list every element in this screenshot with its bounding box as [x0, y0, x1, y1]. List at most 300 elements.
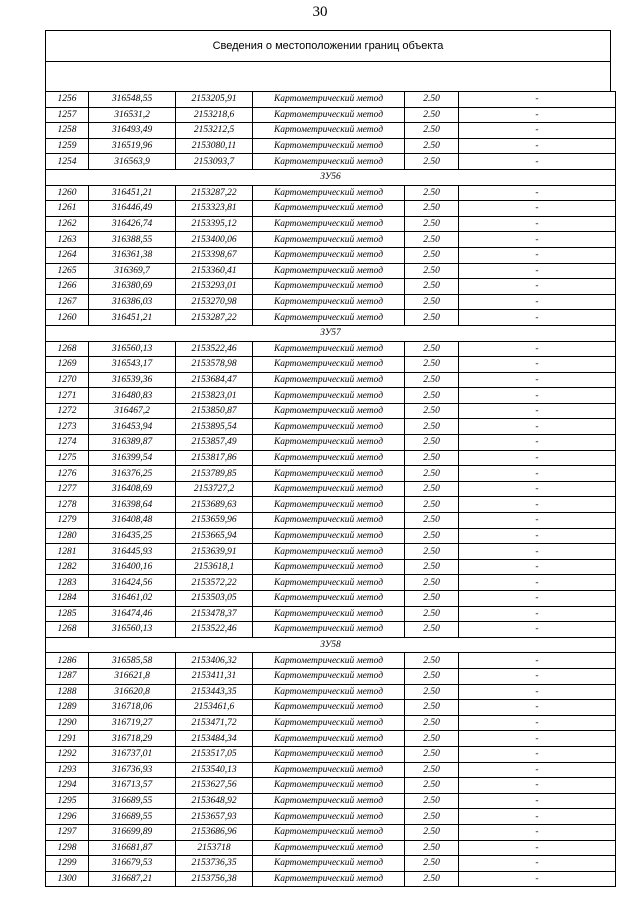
accuracy-cell: 2.50	[405, 497, 459, 513]
table-row	[46, 232, 616, 248]
table-row	[46, 606, 616, 622]
method-cell: Картометрический метод	[253, 746, 405, 762]
accuracy-cell: 2.50	[405, 154, 459, 170]
table-row	[46, 372, 616, 388]
point-number-cell: 1260	[46, 310, 89, 326]
accuracy-cell: 2.50	[405, 435, 459, 451]
description-cell: -	[459, 622, 616, 638]
description-cell: -	[459, 591, 616, 607]
method-cell: Картометрический метод	[253, 793, 405, 809]
x-coordinate-cell: 316531,2	[89, 107, 176, 123]
point-number-cell: 1291	[46, 731, 89, 747]
y-coordinate-cell: 2153823,01	[176, 388, 253, 404]
x-coordinate-cell: 316493,49	[89, 123, 176, 139]
point-number-cell: 1288	[46, 684, 89, 700]
table-row	[46, 528, 616, 544]
description-cell: -	[459, 123, 616, 139]
accuracy-cell: 2.50	[405, 668, 459, 684]
point-number-cell: 1274	[46, 435, 89, 451]
accuracy-cell: 2.50	[405, 653, 459, 669]
accuracy-cell: 2.50	[405, 591, 459, 607]
x-coordinate-cell: 316451,21	[89, 310, 176, 326]
y-coordinate-cell: 2153293,01	[176, 279, 253, 295]
accuracy-cell: 2.50	[405, 107, 459, 123]
table-row	[46, 247, 616, 263]
method-cell: Картометрический метод	[253, 232, 405, 248]
y-coordinate-cell: 2153572,22	[176, 575, 253, 591]
table-row	[46, 310, 616, 326]
x-coordinate-cell: 316424,56	[89, 575, 176, 591]
point-number-cell: 1290	[46, 715, 89, 731]
description-cell: -	[459, 388, 616, 404]
table-row	[46, 544, 616, 560]
x-coordinate-cell: 316560,13	[89, 622, 176, 638]
table-row	[46, 668, 616, 684]
point-number-cell: 1298	[46, 840, 89, 856]
method-cell: Картометрический метод	[253, 528, 405, 544]
point-number-cell: 1266	[46, 279, 89, 295]
x-coordinate-cell: 316736,93	[89, 762, 176, 778]
description-cell: -	[459, 216, 616, 232]
point-number-cell: 1256	[46, 92, 89, 108]
y-coordinate-cell: 2153517,05	[176, 746, 253, 762]
method-cell: Картометрический метод	[253, 559, 405, 575]
x-coordinate-cell: 316718,29	[89, 731, 176, 747]
accuracy-cell: 2.50	[405, 481, 459, 497]
method-cell: Картометрический метод	[253, 840, 405, 856]
x-coordinate-cell: 316445,93	[89, 544, 176, 560]
y-coordinate-cell: 2153895,54	[176, 419, 253, 435]
point-number-cell: 1285	[46, 606, 89, 622]
header-gap	[45, 62, 611, 91]
y-coordinate-cell: 2153684,47	[176, 372, 253, 388]
y-coordinate-cell: 2153218,6	[176, 107, 253, 123]
x-coordinate-cell: 316408,48	[89, 513, 176, 529]
table-row	[46, 419, 616, 435]
table-row	[46, 216, 616, 232]
method-cell: Картометрический метод	[253, 247, 405, 263]
description-cell: -	[459, 668, 616, 684]
description-cell: -	[459, 513, 616, 529]
y-coordinate-cell: 2153287,22	[176, 185, 253, 201]
accuracy-cell: 2.50	[405, 559, 459, 575]
x-coordinate-cell: 316737,01	[89, 746, 176, 762]
accuracy-cell: 2.50	[405, 809, 459, 825]
table-row	[46, 762, 616, 778]
accuracy-cell: 2.50	[405, 185, 459, 201]
method-cell: Картометрический метод	[253, 700, 405, 716]
y-coordinate-cell: 2153212,5	[176, 123, 253, 139]
x-coordinate-cell: 316446,49	[89, 201, 176, 217]
accuracy-cell: 2.50	[405, 232, 459, 248]
accuracy-cell: 2.50	[405, 762, 459, 778]
x-coordinate-cell: 316679,53	[89, 856, 176, 872]
description-cell: -	[459, 107, 616, 123]
y-coordinate-cell: 2153080,11	[176, 138, 253, 154]
point-number-cell: 1289	[46, 700, 89, 716]
accuracy-cell: 2.50	[405, 216, 459, 232]
table-row	[46, 778, 616, 794]
table-row	[46, 497, 616, 513]
accuracy-cell: 2.50	[405, 793, 459, 809]
accuracy-cell: 2.50	[405, 357, 459, 373]
y-coordinate-cell: 2153657,93	[176, 809, 253, 825]
point-number-cell: 1270	[46, 372, 89, 388]
section-title: ЗУ56	[46, 169, 616, 185]
method-cell: Картометрический метод	[253, 435, 405, 451]
accuracy-cell: 2.50	[405, 528, 459, 544]
method-cell: Картометрический метод	[253, 294, 405, 310]
table-row	[46, 154, 616, 170]
point-number-cell: 1271	[46, 388, 89, 404]
description-cell: -	[459, 279, 616, 295]
y-coordinate-cell: 2153727,2	[176, 481, 253, 497]
table-row	[46, 138, 616, 154]
accuracy-cell: 2.50	[405, 622, 459, 638]
table-row	[46, 622, 616, 638]
point-number-cell: 1283	[46, 575, 89, 591]
table-row	[46, 731, 616, 747]
y-coordinate-cell: 2153484,34	[176, 731, 253, 747]
method-cell: Картометрический метод	[253, 513, 405, 529]
y-coordinate-cell: 2153857,49	[176, 435, 253, 451]
table-row	[46, 715, 616, 731]
description-cell: -	[459, 871, 616, 887]
accuracy-cell: 2.50	[405, 92, 459, 108]
x-coordinate-cell: 316467,2	[89, 403, 176, 419]
description-cell: -	[459, 201, 616, 217]
table-row	[46, 684, 616, 700]
x-coordinate-cell: 316388,55	[89, 232, 176, 248]
method-cell: Картометрический метод	[253, 481, 405, 497]
table-row	[46, 263, 616, 279]
x-coordinate-cell: 316687,21	[89, 871, 176, 887]
y-coordinate-cell: 2153478,37	[176, 606, 253, 622]
x-coordinate-cell: 316689,55	[89, 809, 176, 825]
point-number-cell: 1277	[46, 481, 89, 497]
accuracy-cell: 2.50	[405, 840, 459, 856]
method-cell: Картометрический метод	[253, 668, 405, 684]
table-row	[46, 575, 616, 591]
method-cell: Картометрический метод	[253, 201, 405, 217]
accuracy-cell: 2.50	[405, 372, 459, 388]
description-cell: -	[459, 793, 616, 809]
x-coordinate-cell: 316451,21	[89, 185, 176, 201]
y-coordinate-cell: 2153578,98	[176, 357, 253, 373]
method-cell: Картометрический метод	[253, 450, 405, 466]
y-coordinate-cell: 2153522,46	[176, 622, 253, 638]
x-coordinate-cell: 316361,38	[89, 247, 176, 263]
accuracy-cell: 2.50	[405, 123, 459, 139]
description-cell: -	[459, 435, 616, 451]
point-number-cell: 1296	[46, 809, 89, 825]
method-cell: Картометрический метод	[253, 778, 405, 794]
table-row	[46, 279, 616, 295]
method-cell: Картометрический метод	[253, 341, 405, 357]
y-coordinate-cell: 2153627,56	[176, 778, 253, 794]
coordinates-table-body	[46, 92, 616, 887]
x-coordinate-cell: 316380,69	[89, 279, 176, 295]
y-coordinate-cell: 2153850,87	[176, 403, 253, 419]
point-number-cell: 1280	[46, 528, 89, 544]
x-coordinate-cell: 316453,94	[89, 419, 176, 435]
accuracy-cell: 2.50	[405, 606, 459, 622]
accuracy-cell: 2.50	[405, 684, 459, 700]
accuracy-cell: 2.50	[405, 731, 459, 747]
description-cell: -	[459, 497, 616, 513]
y-coordinate-cell: 2153461,6	[176, 700, 253, 716]
method-cell: Картометрический метод	[253, 731, 405, 747]
x-coordinate-cell: 316620,8	[89, 684, 176, 700]
accuracy-cell: 2.50	[405, 201, 459, 217]
coordinates-table	[45, 91, 616, 887]
description-cell: -	[459, 606, 616, 622]
point-number-cell: 1262	[46, 216, 89, 232]
x-coordinate-cell: 316389,87	[89, 435, 176, 451]
x-coordinate-cell: 316560,13	[89, 341, 176, 357]
y-coordinate-cell: 2153686,96	[176, 824, 253, 840]
section-title: ЗУ58	[46, 637, 616, 653]
method-cell: Картометрический метод	[253, 762, 405, 778]
point-number-cell: 1276	[46, 466, 89, 482]
x-coordinate-cell: 316699,89	[89, 824, 176, 840]
description-cell: -	[459, 466, 616, 482]
accuracy-cell: 2.50	[405, 513, 459, 529]
description-cell: -	[459, 294, 616, 310]
point-number-cell: 1267	[46, 294, 89, 310]
method-cell: Картометрический метод	[253, 372, 405, 388]
accuracy-cell: 2.50	[405, 247, 459, 263]
description-cell: -	[459, 559, 616, 575]
description-cell: -	[459, 700, 616, 716]
table-row	[46, 559, 616, 575]
table-row	[46, 357, 616, 373]
point-number-cell: 1287	[46, 668, 89, 684]
table-row	[46, 871, 616, 887]
description-cell: -	[459, 824, 616, 840]
y-coordinate-cell: 2153540,13	[176, 762, 253, 778]
accuracy-cell: 2.50	[405, 824, 459, 840]
table-row	[46, 388, 616, 404]
method-cell: Картометрический метод	[253, 279, 405, 295]
method-cell: Картометрический метод	[253, 544, 405, 560]
table-row	[46, 824, 616, 840]
method-cell: Картометрический метод	[253, 185, 405, 201]
point-number-cell: 1269	[46, 357, 89, 373]
x-coordinate-cell: 316400,16	[89, 559, 176, 575]
description-cell: -	[459, 778, 616, 794]
y-coordinate-cell: 2153817,86	[176, 450, 253, 466]
table-row	[46, 481, 616, 497]
y-coordinate-cell: 2153503,05	[176, 591, 253, 607]
x-coordinate-cell: 316376,25	[89, 466, 176, 482]
description-cell: -	[459, 92, 616, 108]
x-coordinate-cell: 316681,87	[89, 840, 176, 856]
y-coordinate-cell: 2153270,98	[176, 294, 253, 310]
method-cell: Картометрический метод	[253, 357, 405, 373]
y-coordinate-cell: 2153323,81	[176, 201, 253, 217]
accuracy-cell: 2.50	[405, 856, 459, 872]
accuracy-cell: 2.50	[405, 778, 459, 794]
x-coordinate-cell: 316480,83	[89, 388, 176, 404]
x-coordinate-cell: 316519,96	[89, 138, 176, 154]
description-cell: -	[459, 731, 616, 747]
y-coordinate-cell: 2153618,1	[176, 559, 253, 575]
description-cell: -	[459, 310, 616, 326]
point-number-cell: 1279	[46, 513, 89, 529]
point-number-cell: 1260	[46, 185, 89, 201]
table-row	[46, 403, 616, 419]
y-coordinate-cell: 2153665,94	[176, 528, 253, 544]
table-row	[46, 341, 616, 357]
y-coordinate-cell: 2153093,7	[176, 154, 253, 170]
point-number-cell: 1268	[46, 341, 89, 357]
method-cell: Картометрический метод	[253, 871, 405, 887]
method-cell: Картометрический метод	[253, 575, 405, 591]
description-cell: -	[459, 481, 616, 497]
accuracy-cell: 2.50	[405, 544, 459, 560]
point-number-cell: 1259	[46, 138, 89, 154]
x-coordinate-cell: 316621,8	[89, 668, 176, 684]
description-cell: -	[459, 684, 616, 700]
y-coordinate-cell: 2153400,06	[176, 232, 253, 248]
table-row	[46, 591, 616, 607]
x-coordinate-cell: 316369,7	[89, 263, 176, 279]
coordinates-table-frame	[45, 30, 611, 884]
point-number-cell: 1261	[46, 201, 89, 217]
table-row	[46, 700, 616, 716]
y-coordinate-cell: 2153736,35	[176, 856, 253, 872]
table-row	[46, 92, 616, 108]
method-cell: Картометрический метод	[253, 403, 405, 419]
description-cell: -	[459, 263, 616, 279]
accuracy-cell: 2.50	[405, 341, 459, 357]
description-cell: -	[459, 746, 616, 762]
point-number-cell: 1265	[46, 263, 89, 279]
y-coordinate-cell: 2153756,38	[176, 871, 253, 887]
y-coordinate-cell: 2153639,91	[176, 544, 253, 560]
x-coordinate-cell: 316435,25	[89, 528, 176, 544]
description-cell: -	[459, 419, 616, 435]
method-cell: Картометрический метод	[253, 154, 405, 170]
accuracy-cell: 2.50	[405, 700, 459, 716]
accuracy-cell: 2.50	[405, 575, 459, 591]
x-coordinate-cell: 316585,58	[89, 653, 176, 669]
table-row	[46, 856, 616, 872]
table-row	[46, 466, 616, 482]
description-cell: -	[459, 372, 616, 388]
method-cell: Картометрический метод	[253, 92, 405, 108]
accuracy-cell: 2.50	[405, 263, 459, 279]
description-cell: -	[459, 341, 616, 357]
x-coordinate-cell: 316461,02	[89, 591, 176, 607]
point-number-cell: 1268	[46, 622, 89, 638]
table-row	[46, 107, 616, 123]
x-coordinate-cell: 316398,64	[89, 497, 176, 513]
point-number-cell: 1281	[46, 544, 89, 560]
description-cell: -	[459, 185, 616, 201]
y-coordinate-cell: 2153522,46	[176, 341, 253, 357]
y-coordinate-cell: 2153398,67	[176, 247, 253, 263]
point-number-cell: 1294	[46, 778, 89, 794]
section-title: ЗУ57	[46, 325, 616, 341]
x-coordinate-cell: 316474,46	[89, 606, 176, 622]
description-cell: -	[459, 154, 616, 170]
description-cell: -	[459, 715, 616, 731]
table-row	[46, 294, 616, 310]
table-row	[46, 840, 616, 856]
table-row	[46, 123, 616, 139]
table-row	[46, 793, 616, 809]
table-row	[46, 809, 616, 825]
point-number-cell: 1278	[46, 497, 89, 513]
method-cell: Картометрический метод	[253, 419, 405, 435]
y-coordinate-cell: 2153718	[176, 840, 253, 856]
description-cell: -	[459, 357, 616, 373]
description-cell: -	[459, 809, 616, 825]
point-number-cell: 1286	[46, 653, 89, 669]
description-cell: -	[459, 232, 616, 248]
x-coordinate-cell: 316563,9	[89, 154, 176, 170]
y-coordinate-cell: 2153205,91	[176, 92, 253, 108]
point-number-cell: 1297	[46, 824, 89, 840]
method-cell: Картометрический метод	[253, 263, 405, 279]
point-number-cell: 1299	[46, 856, 89, 872]
table-row	[46, 513, 616, 529]
table-row	[46, 185, 616, 201]
description-cell: -	[459, 247, 616, 263]
table-row	[46, 653, 616, 669]
point-number-cell: 1295	[46, 793, 89, 809]
point-number-cell: 1300	[46, 871, 89, 887]
description-cell: -	[459, 528, 616, 544]
y-coordinate-cell: 2153443,35	[176, 684, 253, 700]
method-cell: Картометрический метод	[253, 466, 405, 482]
y-coordinate-cell: 2153648,92	[176, 793, 253, 809]
page-number: 30	[312, 4, 328, 20]
point-number-cell: 1263	[46, 232, 89, 248]
accuracy-cell: 2.50	[405, 715, 459, 731]
point-number-cell: 1293	[46, 762, 89, 778]
y-coordinate-cell: 2153411,31	[176, 668, 253, 684]
y-coordinate-cell: 2153789,85	[176, 466, 253, 482]
method-cell: Картометрический метод	[253, 684, 405, 700]
description-cell: -	[459, 450, 616, 466]
y-coordinate-cell: 2153689,63	[176, 497, 253, 513]
method-cell: Картометрический метод	[253, 653, 405, 669]
description-cell: -	[459, 575, 616, 591]
method-cell: Картометрический метод	[253, 591, 405, 607]
method-cell: Картометрический метод	[253, 809, 405, 825]
section-row	[46, 637, 616, 653]
point-number-cell: 1257	[46, 107, 89, 123]
method-cell: Картометрический метод	[253, 123, 405, 139]
table-row	[46, 435, 616, 451]
method-cell: Картометрический метод	[253, 606, 405, 622]
description-cell: -	[459, 653, 616, 669]
x-coordinate-cell: 316399,54	[89, 450, 176, 466]
x-coordinate-cell: 316543,17	[89, 357, 176, 373]
accuracy-cell: 2.50	[405, 746, 459, 762]
accuracy-cell: 2.50	[405, 871, 459, 887]
x-coordinate-cell: 316408,69	[89, 481, 176, 497]
point-number-cell: 1254	[46, 154, 89, 170]
accuracy-cell: 2.50	[405, 388, 459, 404]
accuracy-cell: 2.50	[405, 138, 459, 154]
x-coordinate-cell: 316689,55	[89, 793, 176, 809]
accuracy-cell: 2.50	[405, 403, 459, 419]
table-row	[46, 201, 616, 217]
